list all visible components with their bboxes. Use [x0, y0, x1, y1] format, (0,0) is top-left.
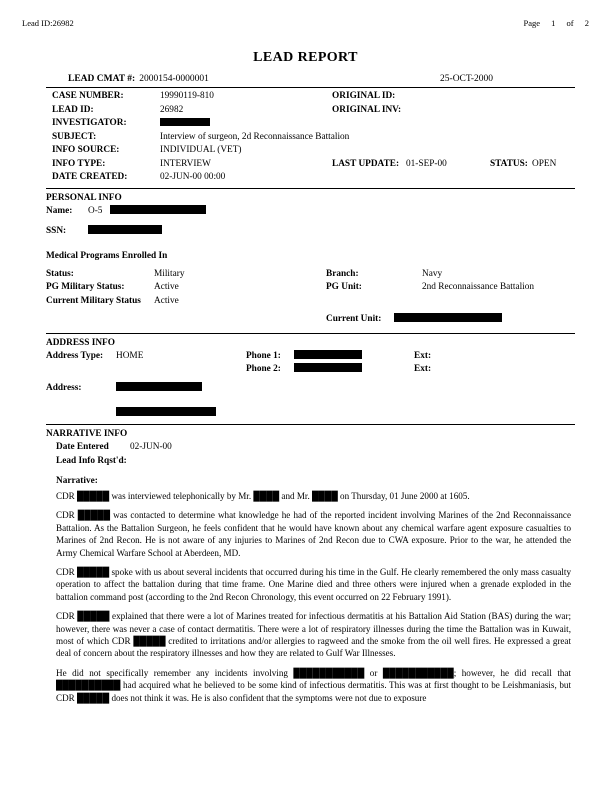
- name-value: O-5: [88, 205, 103, 216]
- last-update-label: LAST UPDATE:: [332, 158, 400, 169]
- name-label: Name:: [46, 205, 73, 216]
- address-type-value: HOME: [116, 350, 144, 361]
- last-update-value: 01-SEP-00: [406, 158, 447, 169]
- current-unit-row: [46, 313, 575, 327]
- header-lead-id-label: Lead ID:: [22, 18, 53, 28]
- date-entered-value: 02-JUN-00: [130, 442, 172, 452]
- header-page-total: 2: [584, 18, 589, 28]
- header-page-number: [515, 18, 590, 28]
- lead-cmat-label: LEAD CMAT #:: [68, 74, 136, 84]
- narrative-info-title: NARRATIVE INFO: [46, 429, 128, 439]
- case-info-section: [46, 88, 575, 188]
- personal-info-section: [46, 189, 575, 333]
- personal-status-label: Status:: [46, 268, 74, 279]
- ext1-value: [440, 350, 575, 364]
- phone2-row: [46, 363, 575, 377]
- ext2-label: Ext:: [414, 364, 432, 374]
- narrative-paragraph: CDR █████ spoke with us about several incidents that occurred during his time in the Gulf. He clearly remembered the only mass casualty operation to affect the battalion during that time frame. One Marine died and three others were injured when a grenade exploded in the battalion command post (according to the 2nd Recon Chronology, this event occurred on 22 February 1991).: [56, 567, 571, 602]
- medical-programs-label: Medical Programs Enrolled In: [46, 250, 168, 261]
- info-type-value: INTERVIEW: [160, 158, 211, 169]
- address-type-label: Address Type:: [46, 350, 104, 361]
- ssn-label: SSN:: [46, 226, 67, 236]
- date-created-label: DATE CREATED:: [52, 172, 128, 182]
- date-entered-label: Date Entered: [56, 442, 109, 452]
- info-source-row: [46, 144, 575, 158]
- current-unit-label: Current Unit:: [326, 314, 382, 324]
- name-row: [46, 205, 575, 219]
- date-entered-row: [46, 441, 575, 455]
- narrative-paragraphs: [46, 490, 575, 704]
- original-id-value: [428, 90, 575, 104]
- original-inv-label: ORIGINAL INV:: [332, 104, 402, 115]
- subject-value: Interview of surgeon, 2d Reconnaissance Battalion: [160, 131, 350, 142]
- current-military-status-value: Active: [154, 295, 179, 306]
- status-label: STATUS:: [490, 158, 528, 169]
- page-header: [22, 18, 589, 28]
- status-branch-row: [46, 268, 575, 282]
- address-row: [46, 382, 575, 396]
- case-number-row: [46, 90, 575, 104]
- lead-cmat-row: [22, 74, 589, 84]
- header-page-num: 1: [551, 18, 556, 28]
- current-military-status-row: [46, 295, 575, 309]
- ssn-row: [46, 225, 575, 239]
- lead-info-rqstd-row: [46, 455, 575, 469]
- lead-info-rqstd-label: Lead Info Rqst'd:: [56, 455, 127, 466]
- redaction-bar: [116, 407, 216, 416]
- lead-id-value: 26982: [160, 104, 184, 115]
- header-page-label: Page: [523, 18, 541, 28]
- investigator-label: INVESTIGATOR:: [52, 118, 127, 128]
- narrative-paragraph: CDR █████ was contacted to determine what knowledge he had of the reported incident involving Marines of the 2nd Reconnaissance Battalion. As the Battalion Surgeon, he feels confident that he would have known about any chemical warfare agent exposure casualties to Marines of 2nd Recon. He is not aware of any injuries to Marines of 2nd Recon due to CWA exposure. Prior to the war, he attended the Army Chemical Warfare School at Aberdeen, MD.: [56, 510, 571, 558]
- address-label: Address:: [46, 382, 82, 393]
- info-source-value: INDIVIDUAL (VET): [160, 145, 242, 155]
- redaction-bar: [88, 225, 162, 234]
- address-type-row: [46, 350, 575, 364]
- phone2-label: Phone 2:: [246, 364, 281, 374]
- header-page-of: of: [566, 18, 574, 28]
- subject-label: SUBJECT:: [52, 131, 97, 142]
- branch-value: Navy: [422, 268, 443, 279]
- narrative-paragraph: CDR █████ was interviewed telephonically by Mr. ████ and Mr. ████ on Thursday, 01 June 2000 at 1605.: [56, 491, 470, 501]
- redaction-bar: [160, 118, 210, 126]
- lead-id-row: [46, 104, 575, 118]
- redaction-bar: [116, 382, 202, 391]
- lead-cmat-date: 25-OCT-2000: [440, 74, 493, 84]
- redaction-bar: [294, 350, 362, 359]
- phone1-label: Phone 1:: [246, 350, 281, 361]
- narrative-paragraph: He did not specifically remember any incidents involving ███████████ or ███████████; however, he did recall that ██████████ had acquired what he believed to be some kind of infectious dermatitis. This was at first thought to be Leishmaniasis, but CDR █████ does not think it was. He is also confident that the symptoms were not due to exposure: [56, 667, 571, 703]
- case-number-label: CASE NUMBER:: [52, 91, 124, 101]
- info-type-label: INFO TYPE:: [52, 158, 106, 169]
- current-military-status-label: Current Military Status: [46, 295, 141, 306]
- lead-id-label: LEAD ID:: [52, 104, 94, 115]
- narrative-info-section: [46, 425, 575, 707]
- narrative-paragraph: CDR █████ explained that there were a lot of Marines treated for infectious dermatitis at his Battalion Aid Station (BAS) during the war; however, there was never a case of contact dermatitis. There were a lot of respiratory illnesses during the time the Battalion was in Kuwait, most of which CDR █████ credited to irritations and/or allergies to ragweed and the smoke from the oil well fires. He expressed a great deal of concern about the respiratory illnesses and how they are related to Gulf War Illnesses.: [56, 611, 571, 659]
- investigator-row: [46, 117, 575, 131]
- redaction-bar: [110, 205, 206, 214]
- pg-military-status-label: PG Military Status:: [46, 282, 125, 292]
- page-title: LEAD REPORT: [253, 50, 358, 65]
- date-created-value: 02-JUN-00 00:00: [160, 172, 226, 182]
- case-number-value: 19990119-810: [160, 91, 214, 101]
- status-value: OPEN: [532, 158, 557, 169]
- date-created-row: [46, 171, 575, 185]
- info-type-row: [46, 158, 575, 172]
- redaction-bar: [394, 313, 502, 322]
- ext2-value: [440, 363, 575, 377]
- header-lead-id-value: 26982: [52, 18, 74, 28]
- address-info-section: [46, 334, 575, 425]
- personal-status-value: Military: [154, 268, 185, 279]
- pg-military-status-row: [46, 281, 575, 295]
- pg-unit-label: PG Unit:: [326, 282, 362, 292]
- header-lead-id: [22, 18, 74, 28]
- address-info-title: ADDRESS INFO: [46, 337, 115, 348]
- narrative-label: Narrative:: [56, 476, 98, 486]
- personal-info-title: PERSONAL INFO: [46, 192, 122, 203]
- lead-cmat-value: 2000154-0000001: [139, 74, 209, 84]
- report-body: [46, 87, 575, 707]
- branch-label: Branch:: [326, 268, 359, 279]
- pg-military-status-value: Active: [154, 282, 179, 292]
- original-id-label: ORIGINAL ID:: [332, 91, 396, 101]
- redaction-bar: [294, 363, 362, 372]
- investigator-value: [160, 117, 332, 131]
- info-source-label: INFO SOURCE:: [52, 145, 120, 155]
- address-row-2: [46, 407, 575, 416]
- subject-row: [46, 131, 575, 145]
- ext1-label: Ext:: [414, 350, 432, 361]
- pg-unit-value: 2nd Reconnaissance Battalion: [422, 282, 535, 292]
- original-inv-value: [428, 104, 575, 118]
